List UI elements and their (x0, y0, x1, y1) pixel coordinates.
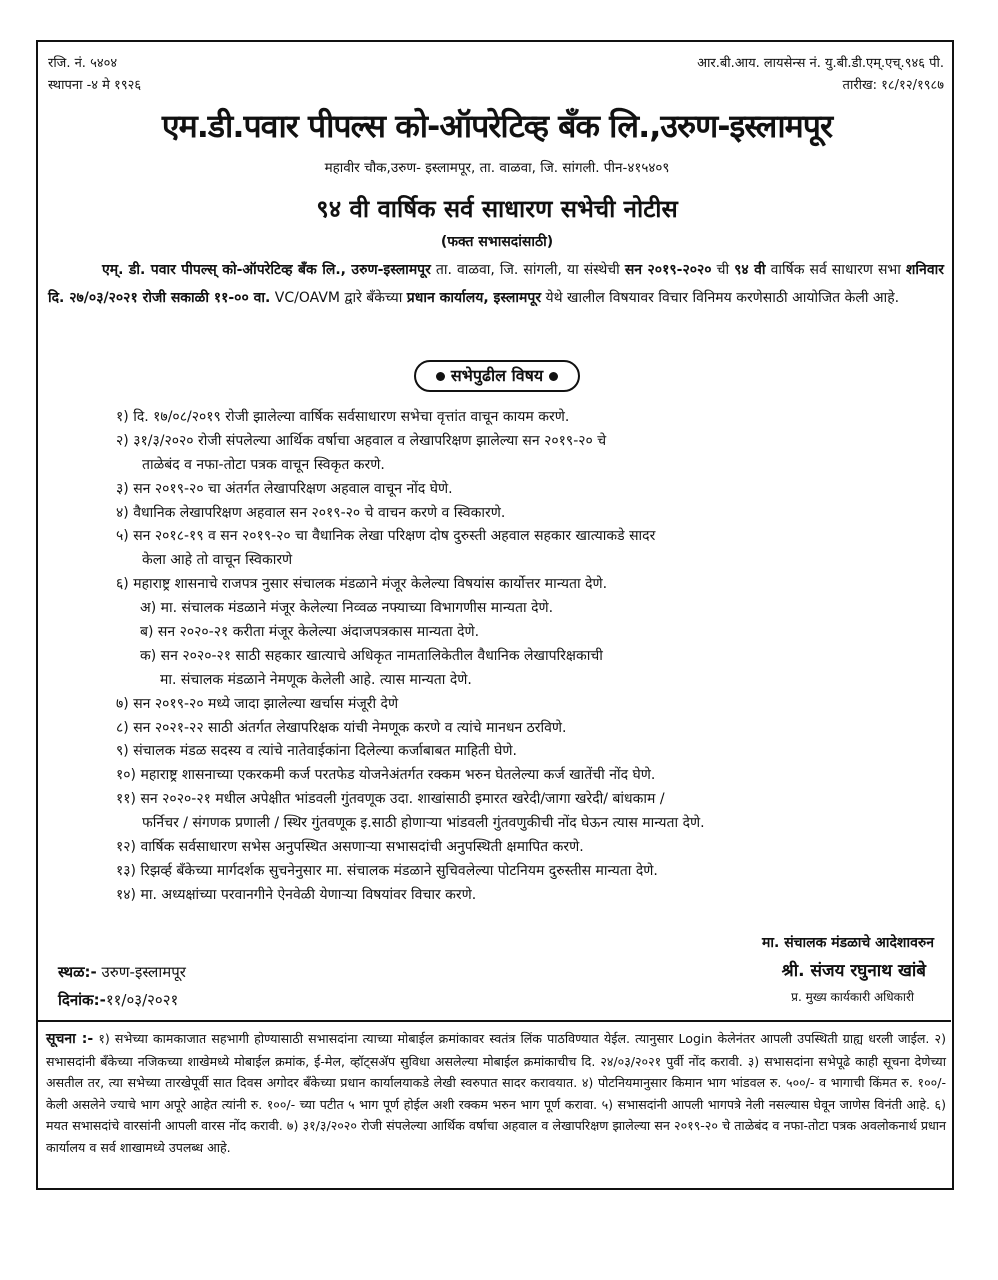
agenda-item-continuation: ताळेबंद व नफा-तोटा पत्रक वाचून स्विकृत करणे. (142, 456, 385, 473)
signatory-designation: प्र. मुख्य कार्यकारी अधिकारी (791, 990, 914, 1004)
signatory-name: श्री. संजय रघुनाथ खांबे (781, 961, 926, 981)
agenda-item: ११) सन २०२०-२१ मधील अपेक्षीत भांडवली गुंतवणूक उदा. शाखांसाठी इमारत खरेदी/जागा खरेदी/ बांधकाम / (116, 791, 665, 808)
agenda-heading-wrap (38, 360, 956, 392)
agenda-item: ४) वैधानिक लेखापरिक्षण अहवाल सन २०१९-२० चे वाचन करणे व स्विकारणे. (116, 504, 506, 521)
bullet-dot-icon (436, 372, 445, 381)
agenda-item: २) ३१/३/२०२० रोजी संपलेल्या आर्थिक वर्षाचा अहवाल व लेखापरिक्षण झालेल्या सन २०१९-२० चे (116, 432, 607, 449)
agenda-item: ५) सन २०१८-१९ व सन २०१९-२० चा वैधानिक लेखा परिक्षण दोष दुरुस्ती अहवाल सहकार खात्याकडे सादर (116, 528, 656, 545)
signature-block (762, 930, 934, 1008)
agenda-item: १) दि. १७/०८/२०१९ रोजी झालेल्या वार्षिक सर्वसाधारण सभेचा वृत्तांत वाचून कायम करणे. (116, 409, 570, 425)
license-date: तारीख: १८/१२/१९८७ (842, 78, 944, 93)
establishment-date: स्थापना -४ मे १९२६ (48, 78, 142, 93)
agenda-item: १३) रिझर्व्ह बँकेच्या मार्गदर्शक सुचनेनुसार मा. संचालक मंडळाने सुचिवलेल्या पोटनियम दुरुस्तीस मान्यता देणे. (116, 862, 658, 879)
members-only-note: (फक्त सभासदांसाठी) (440, 234, 554, 250)
agenda-subitem: क) सन २०२०-२१ साठी सहकार खात्याचे अधिकृत नामतालिकेतील वैधानिक लेखापरिक्षकाची (140, 647, 603, 664)
signature-order-line: मा. संचालक मंडळाचे आदेशावरुन (762, 935, 934, 951)
date-line: दिनांक:-११/०३/२०२१ (58, 991, 179, 1009)
intro-paragraph: एम्. डी. पवार पीपल्स् को-ऑपरेटिव्ह बँक लि., उरुण-इस्लामपूर ता. वाळवा, जि. सांगली, या संस्थेची सन २०१९-२०२० ची ९४ वी वार्षिक सर्व साधारण सभा शनिवार दि. २७/०३/२०२१ रोजी सकाळी ११-०० वा. VC/OAVM द्वारे बँकेच्या प्रधान कार्यालय, इस्लामपूर येथे खालील विषयावर विचार विनिमय करणेसाठी आयोजित केली आहे. (48, 262, 944, 306)
registration-number: रजि. नं. ५४०४ (48, 56, 118, 71)
agenda-item: ७) सन २०१९-२० मध्ये जादा झालेल्या खर्चास मंजूरी देणे (116, 695, 399, 712)
agenda-item-continuation: फर्निचर / संगणक प्रणाली / स्थिर गुंतवणूक इ.साठी होणाऱ्या भांडवली गुंतवणुकीची नोंद घेऊन त्यास मान्यता देणे. (142, 815, 705, 832)
divider (38, 1020, 951, 1022)
notice-frame (36, 40, 954, 1190)
notes-label: सूचना :- (46, 1031, 94, 1047)
agenda-item: १०) महाराष्ट्र शासनाच्या एकरकमी कर्ज परतफेड योजनेअंतर्गत रक्कम भरुन घेतलेल्या कर्ज खातेंची नोंद घेणे. (116, 767, 656, 784)
agenda-item-continuation: केला आहे तो वाचून स्विकारणे (142, 552, 293, 569)
agenda-item: ९) संचालक मंडळ सदस्य व त्यांचे नातेवाईकांना दिलेल्या कर्जाबाबत माहिती घेणे. (116, 743, 517, 760)
agenda-heading-pill (414, 360, 580, 392)
agenda-item: ६) महाराष्ट्र शासनाचे राजपत्र नुसार संचालक मंडळाने मंजूर केलेल्या विषयांस कार्योत्तर मान्यता देणे. (116, 576, 608, 593)
agenda-subitem: अ) मा. संचालक मंडळाने मंजूर केलेल्या निव्वळ नफ्याच्या विभागणीस मान्यता देणे. (140, 600, 554, 617)
agenda-list (116, 406, 946, 908)
agenda-item: ८) सन २०२१-२२ साठी अंतर्गत लेखापरिक्षक यांची नेमणूक करणे व त्यांचे मानधन ठरविणे. (116, 719, 567, 736)
agenda-subitem: ब) सन २०२०-२१ करीता मंजूर केलेल्या अंदाजपत्रकास मान्यता देणे. (140, 624, 480, 641)
agenda-item: ३) सन २०१९-२० चा अंतर्गत लेखापरिक्षण अहवाल वाचून नोंद घेणे. (116, 480, 453, 497)
agenda-item: १४) मा. अध्यक्षांच्या परवानगीने ऐनवेळी येणाऱ्या विषयांवर विचार करणे. (116, 886, 477, 903)
agenda-item: १२) वार्षिक सर्वसाधारण सभेस अनुपस्थित असणाऱ्या सभासदांची अनुपस्थिती क्षमापित करणे. (116, 839, 584, 856)
bullet-dot-icon (549, 372, 558, 381)
agenda-subitem-continuation: मा. संचालक मंडळाने नेमणूक केलेली आहे. त्यास मान्यता देणे. (160, 671, 472, 688)
bank-name: एम.डी.पवार पीपल्स को-ऑपरेटिव्ह बँक लि.,उरुण-इस्लामपूर (161, 107, 833, 145)
rbi-license-number: आर.बी.आय. लायसेन्स नं. यु.बी.डी.एम्.एच्.९४६ पी. (697, 56, 944, 71)
bank-address: महावीर चौक,उरुण- इस्लामपूर, ता. वाळवा, जि. सांगली. पीन-४१५४०९ (324, 160, 670, 176)
notice-title: ९४ वी वार्षिक सर्व साधारण सभेची नोटीस (316, 195, 678, 223)
notes-paragraph (46, 1028, 946, 1158)
agenda-heading: सभेपुढील विषय (450, 366, 544, 385)
place-date-block (58, 958, 186, 1014)
place-line: स्थळ:- उरुण-इस्लामपूर (58, 963, 186, 981)
notes-text: १) सभेच्या कामकाजात सहभागी होण्यासाठी सभासदांना त्याच्या मोबाईल क्रमांकावर स्वतंत्र लिंक पाठविण्यात येईल. त्यानुसार Login केलेनंतर आपली उपस्थिती ग्राह्य धरली जाईल. २) सभासदांनी बँकेच्या नजिकच्या शाखेमध्ये मोबाईल क्रमांक, ई-मेल, व्हॉट्सॲप सुविधा असलेल्या मोबाईल क्रमांकाचीच दि. २४/०३/२०२१ पुर्वी नोंद करावी. ३) सभासदांना सभेपूढे काही सूचना देणेच्या असतील तर, त्या सभेच्या तारखेपूर्वी सात दिवस अगोदर बँकेच्या प्रधान कार्यालयाकडे लेखी स्वरुपात सादर करावयात. ४) पोटनियमानुसार किमान भाग भांडवल रु. ५००/- व भागाची किंमत रु. १००/- केली असलेने ज्याचे भाग अपूरे आहेत त्यांनी रु. १००/- च्या पटीत ५ भाग पूर्ण होईल अशी रक्कम भरुन भाग पूर्ण करावा. ५) सभासदांनी आपली भागपत्रे नेली नसल्यास घेवून जाणेस विनंती आहे. ६) मयत सभासदांचे वारसांनी आपली वारस नोंद करावी. ७) ३१/३/२०२० रोजी संपलेल्या आर्थिक वर्षाचा अहवाल व लेखापरिक्षण झालेल्या सन २०१९-२० चे ताळेबंद व नफा-तोटा पत्रक अवलोकनार्थ प्रधान कार्यालय व सर्व शाखामध्ये उपलब्ध आहे. (46, 1031, 946, 1155)
